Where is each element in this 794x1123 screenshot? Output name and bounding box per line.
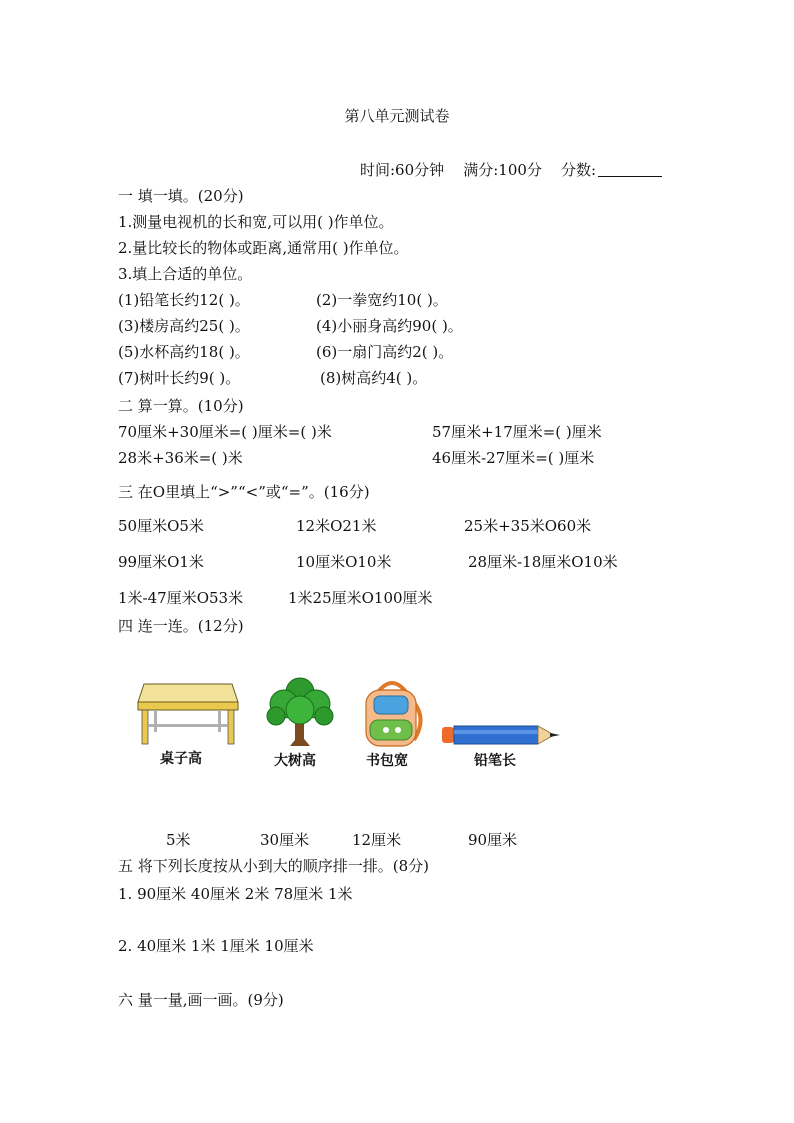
calc-item: 70厘米+30厘米=( )厘米=( )米 xyxy=(118,423,332,441)
section-1-heading: 一 填一填。(20分) xyxy=(118,187,244,205)
score-blank[interactable] xyxy=(598,161,662,177)
blank-item: (1)铅笔长约12( )。 xyxy=(118,291,250,309)
compare-item: 99厘米O1米 xyxy=(118,553,204,571)
schoolbag-image xyxy=(356,678,428,748)
section-2-heading: 二 算一算。(10分) xyxy=(118,397,244,415)
compare-item: 50厘米O5米 xyxy=(118,517,204,535)
compare-item: 28厘米-18厘米O10米 xyxy=(468,553,618,571)
match-answer: 90厘米 xyxy=(468,831,518,849)
blank-item: (8)树高约4( )。 xyxy=(320,369,428,387)
pencil-image xyxy=(440,722,562,748)
question-1-1: 1.测量电视机的长和宽,可以用( )作单位。 xyxy=(118,213,394,231)
calc-item: 28米+36米=( )米 xyxy=(118,449,243,467)
compare-item: 12米O21米 xyxy=(296,517,377,535)
match-answer: 5米 xyxy=(166,831,191,849)
calc-item: 46厘米-27厘米=( )厘米 xyxy=(432,449,595,467)
match-answer: 30厘米 xyxy=(260,831,310,849)
order-question-2: 2. 40厘米 1米 1厘米 10厘米 xyxy=(118,937,314,955)
blank-item: (2)一拳宽约10( )。 xyxy=(316,291,448,309)
order-question-1: 1. 90厘米 40厘米 2米 78厘米 1米 xyxy=(118,885,353,903)
section-6-heading: 六 量一量,画一画。(9分) xyxy=(118,991,284,1009)
question-1-2: 2.量比较长的物体或距离,通常用( )作单位。 xyxy=(118,239,409,257)
full-score-info: 满分:100分 xyxy=(463,161,542,179)
question-1-3: 3.填上合适的单位。 xyxy=(118,265,253,283)
pic-label-schoolbag: 书包宽 xyxy=(366,753,408,769)
compare-item: 10厘米O10米 xyxy=(296,553,392,571)
section-5-heading: 五 将下列长度按从小到大的顺序排一排。(8分) xyxy=(118,857,430,875)
score-label: 分数: xyxy=(561,161,597,179)
pic-label-pencil: 铅笔长 xyxy=(474,753,516,769)
tree-image xyxy=(264,676,336,748)
compare-item: 1米25厘米O100厘米 xyxy=(288,589,433,607)
compare-item: 1米-47厘米O53米 xyxy=(118,589,244,607)
blank-item: (3)楼房高约25( )。 xyxy=(118,317,250,335)
section-3-heading: 三 在O里填上“>”“<”或“=”。(16分) xyxy=(118,483,370,501)
section-4-heading: 四 连一连。(12分) xyxy=(118,617,244,635)
blank-item: (5)水杯高约18( )。 xyxy=(118,343,250,361)
table-image xyxy=(136,680,242,746)
page-title: 第八单元测试卷 xyxy=(344,107,450,125)
time-info: 时间:60分钟 xyxy=(360,161,445,179)
blank-item: (7)树叶长约9( )。 xyxy=(118,369,241,387)
exam-meta xyxy=(360,160,662,180)
blank-item: (6)一扇门高约2( )。 xyxy=(316,343,454,361)
blank-item: (4)小丽身高约90( )。 xyxy=(316,317,463,335)
match-answer: 12厘米 xyxy=(352,831,402,849)
compare-item: 25米+35米O60米 xyxy=(464,517,592,535)
calc-item: 57厘米+17厘米=( )厘米 xyxy=(432,423,602,441)
pic-label-table: 桌子高 xyxy=(160,751,202,767)
pic-label-tree: 大树高 xyxy=(274,753,316,769)
